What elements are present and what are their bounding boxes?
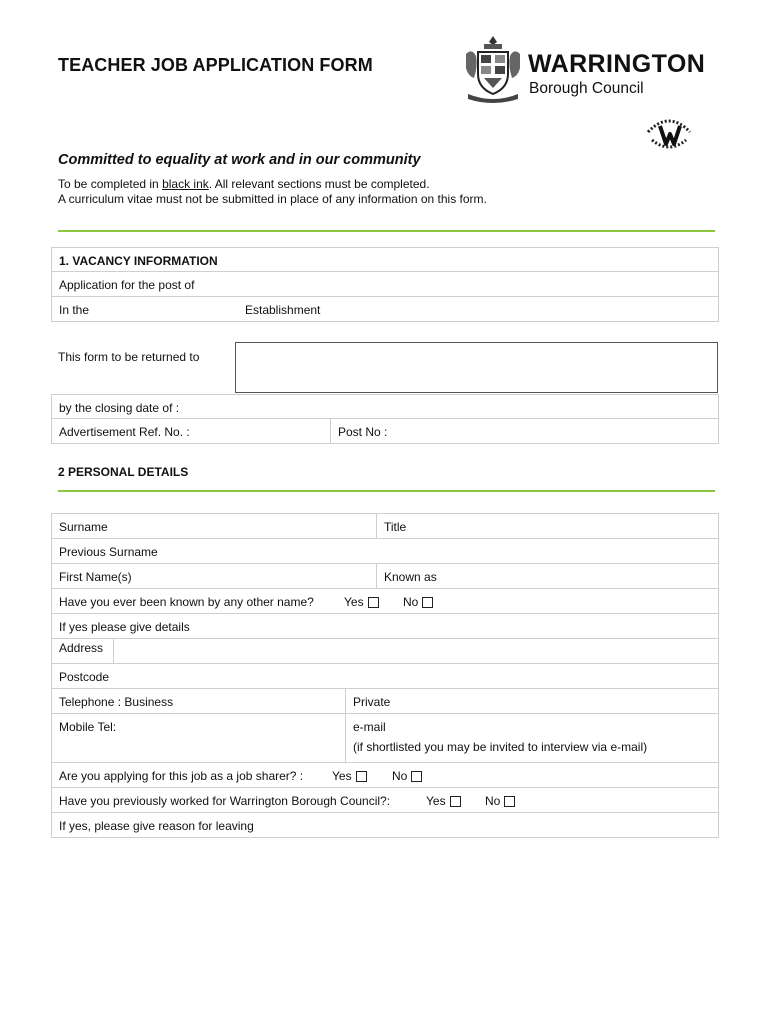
address-label-cell	[51, 638, 114, 664]
establishment-label: Establishment	[245, 303, 321, 317]
address-field[interactable]	[113, 638, 719, 664]
title-label: Title	[384, 520, 407, 534]
advert-ref-field[interactable]	[51, 418, 331, 444]
council-name: WARRINGTON	[528, 50, 706, 78]
equality-subtitle: Committed to equality at work and in our community	[58, 152, 421, 168]
previous-surname-label: Previous Surname	[59, 545, 158, 559]
post-applied-field[interactable]	[51, 271, 719, 297]
yes-label: Yes	[332, 769, 352, 783]
surname-field[interactable]	[51, 513, 377, 539]
other-name-yes-checkbox[interactable]	[368, 597, 379, 608]
other-name-details-label: If yes please give details	[59, 620, 190, 634]
no-label: No	[485, 794, 501, 808]
post-no-label: Post No :	[338, 425, 388, 439]
council-subname: Borough Council	[529, 80, 644, 97]
previously-worked-yes[interactable]	[426, 794, 461, 808]
other-name-no-checkbox[interactable]	[422, 597, 433, 608]
mobile-label: Mobile Tel:	[59, 720, 117, 734]
vacancy-heading: 1. VACANCY INFORMATION	[51, 247, 719, 272]
section-divider	[58, 490, 715, 492]
reason-leaving-field[interactable]	[51, 812, 719, 838]
job-sharer-yes-checkbox[interactable]	[356, 771, 367, 782]
yes-label: Yes	[344, 595, 364, 609]
disability-badge-icon	[644, 112, 694, 152]
previously-worked-no-checkbox[interactable]	[504, 796, 515, 807]
job-sharer-yes[interactable]	[332, 769, 367, 783]
in-the-label: In the	[59, 303, 90, 317]
establishment-row[interactable]	[51, 296, 719, 322]
section-divider	[58, 230, 715, 232]
mobile-field[interactable]	[51, 713, 346, 763]
instructions-line-2: A curriculum vitae must not be submitted in place of any information on this form.	[58, 192, 487, 206]
email-note: (if shortlisted you may be invited to interview via e-mail)	[353, 740, 648, 754]
black-ink-text: black ink	[162, 177, 209, 191]
advert-ref-label: Advertisement Ref. No. :	[59, 425, 190, 439]
postcode-label: Postcode	[59, 670, 110, 684]
personal-heading: 2 PERSONAL DETAILS	[58, 465, 189, 479]
job-sharer-no[interactable]	[392, 769, 422, 783]
post-no-field[interactable]	[330, 418, 719, 444]
yes-label: Yes	[426, 794, 446, 808]
closing-date-label: by the closing date of :	[59, 401, 180, 415]
other-name-yes[interactable]	[344, 595, 379, 609]
postcode-field[interactable]	[51, 663, 719, 689]
other-name-details-field[interactable]	[51, 613, 719, 639]
return-to-label: This form to be returned to	[58, 350, 200, 364]
job-sharer-row	[51, 762, 719, 788]
instructions-line-1	[58, 177, 430, 191]
job-sharer-question: Are you applying for this job as a job sharer? :	[59, 769, 304, 783]
tel-private-field[interactable]	[345, 688, 719, 714]
other-name-no[interactable]	[403, 595, 433, 609]
tel-business-field[interactable]	[51, 688, 346, 714]
surname-label: Surname	[59, 520, 108, 534]
instructions-pre: To be completed in	[58, 177, 163, 191]
first-names-field[interactable]	[51, 563, 377, 589]
known-as-field[interactable]	[376, 563, 719, 589]
known-as-label: Known as	[384, 570, 437, 584]
no-label: No	[403, 595, 419, 609]
previously-worked-question: Have you previously worked for Warrington Borough Council?:	[59, 794, 391, 808]
previously-worked-no[interactable]	[485, 794, 515, 808]
previously-worked-row	[51, 787, 719, 813]
instructions-post: . All relevant sections must be completed.	[208, 177, 430, 191]
post-applied-label: Application for the post of	[59, 278, 195, 292]
tel-business-label: Telephone : Business	[59, 695, 174, 709]
email-field[interactable]	[345, 713, 719, 763]
council-crest-icon	[462, 34, 524, 104]
title-field[interactable]	[376, 513, 719, 539]
address-label: Address	[59, 641, 104, 655]
return-to-field[interactable]	[235, 342, 718, 393]
previous-surname-field[interactable]	[51, 538, 719, 564]
no-label: No	[392, 769, 408, 783]
previously-worked-yes-checkbox[interactable]	[450, 796, 461, 807]
reason-leaving-label: If yes, please give reason for leaving	[59, 819, 254, 833]
email-label: e-mail	[353, 720, 386, 734]
closing-date-field[interactable]	[51, 394, 719, 419]
tel-private-label: Private	[353, 695, 391, 709]
job-sharer-no-checkbox[interactable]	[411, 771, 422, 782]
other-name-question: Have you ever been known by any other name?	[59, 595, 314, 609]
first-names-label: First Name(s)	[59, 570, 132, 584]
other-name-row	[51, 588, 719, 614]
form-title: TEACHER JOB APPLICATION FORM	[58, 55, 373, 75]
